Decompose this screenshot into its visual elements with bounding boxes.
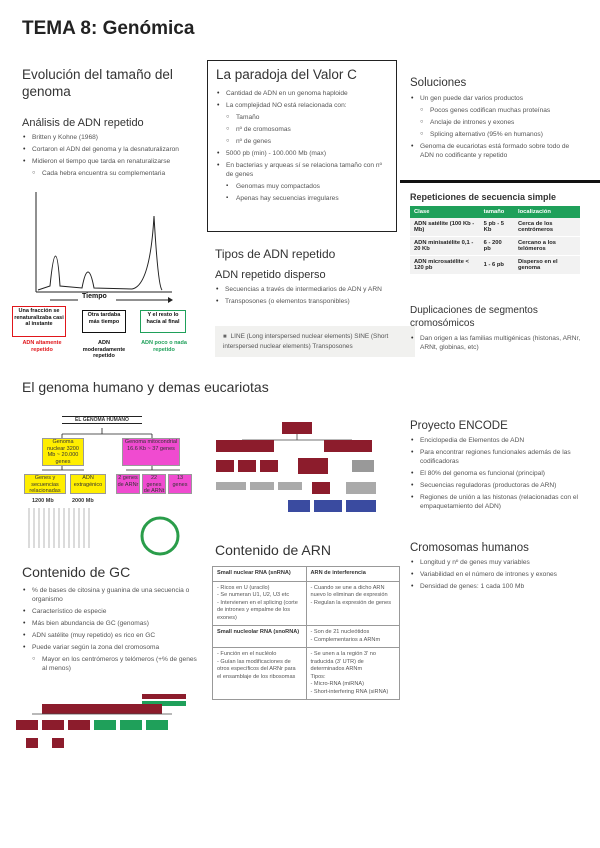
gc-list xyxy=(22,586,202,676)
arn-table xyxy=(212,566,400,700)
list-item: • En bacterias y arqueas sí se relaciona tamaño con nº de genes xyxy=(216,161,388,179)
table-row xyxy=(213,581,400,626)
chart-xlabel: Tiempo xyxy=(82,293,107,300)
evolucion-heading: Evolución del tamaño del genoma xyxy=(22,67,173,99)
tree-root: EL GENOMA HUMANO xyxy=(62,416,142,424)
tree-extragenic: ADN extragénico xyxy=(70,474,106,494)
table-cell: Small nuclear RNA (snRNA) xyxy=(213,567,307,582)
list-item: • Transposones (o elementos transponibles) xyxy=(215,297,395,306)
red-box: Una fracción se renaturalizaba casi al instante xyxy=(12,306,66,337)
tree-mito: Genoma mitocondrial 16.6 Kb ~ 37 genes xyxy=(122,438,180,466)
tree-nuclear: Genoma nuclear 3200 Mb ~ 20.000 genes xyxy=(42,438,84,466)
paradoja-list xyxy=(216,89,388,206)
list-item: • Dan origen a las familias multigénicas (histonas, ARNr, ARNt, globinas, etc) xyxy=(410,334,586,352)
list-item: • La complejidad NO está relacionada con: xyxy=(216,101,388,110)
table-cell: ADN satélite (100 Kb - Mb) xyxy=(410,218,480,237)
list-item: ▪ Genomas muy compactados xyxy=(216,182,388,191)
gc-diagram xyxy=(12,690,197,762)
soluciones-heading: Soluciones xyxy=(410,77,467,89)
list-item: • Genoma de eucariotas está formado sobre todo de ADN no codificante y repetido xyxy=(410,142,582,160)
tipos-bullets xyxy=(215,285,395,309)
arn-heading: Contenido de ARN xyxy=(215,542,331,558)
table-cell: 1 - 6 pb xyxy=(480,256,514,275)
cromosomas-heading: Cromosomas humanos xyxy=(410,542,529,554)
table-row xyxy=(410,256,580,275)
green-box: Y el resto lo hacía al final xyxy=(140,310,186,333)
evolucion-bullets xyxy=(22,133,194,181)
table-cell: ARN de interferencia xyxy=(306,567,400,582)
tree-13genes: 13 genes xyxy=(168,474,192,494)
duplicaciones-heading: Duplicaciones de segmentos cromosómicos xyxy=(410,305,538,329)
table-row xyxy=(213,567,400,582)
tree-rrna: 2 genes de ARNr xyxy=(116,474,140,494)
table-header: tamaño xyxy=(480,206,514,218)
encode-heading: Proyecto ENCODE xyxy=(410,420,508,432)
list-item: • Cortaron el ADN del genoma y la desnaturalizaron xyxy=(22,145,194,154)
list-item: ○ nº de cromosomas xyxy=(216,125,388,134)
encode-bullets xyxy=(410,436,586,514)
list-item: • Secuencias reguladoras (productoras de ARN) xyxy=(410,481,586,490)
list-item: • ADN satélite (muy repetido) es rico en GC xyxy=(22,631,202,640)
repeticiones-table xyxy=(410,206,580,275)
tipos-subheading: ADN repetido disperso xyxy=(215,269,326,281)
note-icon: ■ xyxy=(223,334,227,340)
list-item: • Secuencias a través de intermediarios de ADN y ARN xyxy=(215,285,395,294)
page-title: TEMA 8: Genómica xyxy=(22,18,195,39)
black-box: Otra tardaba más tiempo xyxy=(82,310,126,333)
table-cell: - Son de 21 nucleótidos - Complementarios a ARNm xyxy=(306,626,400,648)
list-item: • Enciclopedia de Elementos de ADN xyxy=(410,436,586,445)
list-item: ○ Cada hebra encuentra su complementaria xyxy=(22,169,194,178)
paradoja-card xyxy=(207,60,397,232)
gc-diagram-graphic xyxy=(12,690,197,762)
list-item: ○ Splicing alternativo (95% en humanos) xyxy=(410,130,582,139)
tipos-heading: Tipos de ADN repetido xyxy=(215,247,336,261)
paradoja-heading: La paradoja del Valor C xyxy=(216,67,357,82)
table-cell: - Se unen a la región 3' no traducida (3' UTR) de determinados ARNm Tipos: - Micro-RNA (miRNA) - Short-interfering RNA (siRNA) xyxy=(306,648,400,700)
table-cell: ADN microsatélite < 120 pb xyxy=(410,256,480,275)
tipos-callout xyxy=(215,326,415,357)
genome-tree-figure xyxy=(22,408,202,558)
list-item: • Más bien abundancia de GC (genomas) xyxy=(22,619,202,628)
repeticiones-heading: Repeticiones de secuencia simple xyxy=(410,192,557,202)
list-item: • Para encontrar regiones funcionales además de las codificadoras xyxy=(410,448,586,466)
evolucion-subheading: Análisis de ADN repetido xyxy=(22,117,144,129)
table-header: Clase xyxy=(410,206,480,218)
list-item: • Densidad de genes: 1 cada 100 Mb xyxy=(410,582,588,591)
soluciones-list xyxy=(410,94,582,163)
gc-heading: Contenido de GC xyxy=(22,564,131,580)
table-cell: Cerca de los centrómeros xyxy=(514,218,580,237)
list-item: • Un gen puede dar varios productos xyxy=(410,94,582,103)
table-row xyxy=(410,237,580,256)
tree-trna: 22 genes de ARNt xyxy=(143,475,165,494)
size-b: 2000 Mb xyxy=(72,498,94,504)
table-cell: Small nucleolar RNA (snoRNA) xyxy=(213,626,307,648)
list-item: ○ Tamaño xyxy=(216,113,388,122)
size-a: 1200 Mb xyxy=(32,498,54,504)
list-item: • El 80% del genoma es funcional (principal) xyxy=(410,469,586,478)
table-cell: 5 pb - 5 Kb xyxy=(480,218,514,237)
table-cell: - Cuando se une a dicho ARN nuevo lo eliminan de expresión - Regulan la expresión de genes xyxy=(306,581,400,626)
list-item: • Britten y Kohne (1968) xyxy=(22,133,194,142)
callout-text: LINE (Long interspersed nuclear elements) SINE (Short interspersed nuclear elements) Transposones xyxy=(223,333,389,350)
green-caption: ADN poco o nada repetido xyxy=(141,340,187,353)
genome-illustration xyxy=(28,508,92,548)
table-cell: - Función en el nucléolo - Guían las modificaciones de otros específicos del ARNr para el ensamblaje de los ribosomas xyxy=(213,648,307,700)
table-cell: Disperso en el genoma xyxy=(514,256,580,275)
gene-family-tree-graphic xyxy=(212,420,397,532)
table-cell: - Ricos en U (uracilo) - Se numeran U1, U2, U3 etc - Intervienen en el splicing (corte de intrones y empalme de los exones) xyxy=(213,581,307,626)
list-item: ○ nº de genes xyxy=(216,137,388,146)
table-row xyxy=(213,648,400,700)
list-item: • % de bases de citosina y guanina de una secuencia o organismo xyxy=(22,586,202,604)
genoma-heading: El genoma humano y demas eucariotas xyxy=(22,379,269,395)
table-cell: 6 - 200 pb xyxy=(480,237,514,256)
table-cell: ADN minisatélite 0,1 - 20 Kb xyxy=(410,237,480,256)
list-item: • Variabilidad en el número de intrones y exones xyxy=(410,570,588,579)
list-item: • Midieron el tiempo que tarda en renaturalizarse xyxy=(22,157,194,166)
list-item: ▪ Apenas hay secuencias irregulares xyxy=(216,194,388,203)
table-cell: Cercano a los telómeros xyxy=(514,237,580,256)
list-item: • Regiones de unión a las histonas (relacionadas con el empaquetamiento del ADN) xyxy=(410,493,586,511)
list-item: • Longitud y nº de genes muy variables xyxy=(410,558,588,567)
gene-family-tree xyxy=(212,420,397,532)
table-row xyxy=(410,218,580,237)
list-item: ○ Pocos genes codifican muchas proteínas xyxy=(410,106,582,115)
tree-genes: Genes y secuencias relacionadas xyxy=(24,474,66,494)
list-item: • 5000 pb (min) - 100.000 Mb (max) xyxy=(216,149,388,158)
duplicaciones-bullets xyxy=(410,334,586,355)
list-item: • Puede variar según la zona del cromosoma xyxy=(22,643,202,652)
list-item: • Cantidad de ADN en un genoma haploide xyxy=(216,89,388,98)
table-header: localización xyxy=(514,206,580,218)
divider xyxy=(400,180,600,183)
red-caption: ADN altamente repetido xyxy=(22,340,62,353)
renaturation-figure xyxy=(14,186,194,359)
cromosomas-bullets xyxy=(410,558,588,594)
list-item: ○ Anclaje de intrones y exones xyxy=(410,118,582,127)
table-row xyxy=(213,626,400,648)
list-item: • Característico de especie xyxy=(22,607,202,616)
list-item: ○ Mayor en los centrómeros y telómeros (+% de genes al menos) xyxy=(22,655,202,673)
black-caption: ADN moderadamente repetido xyxy=(82,340,126,359)
